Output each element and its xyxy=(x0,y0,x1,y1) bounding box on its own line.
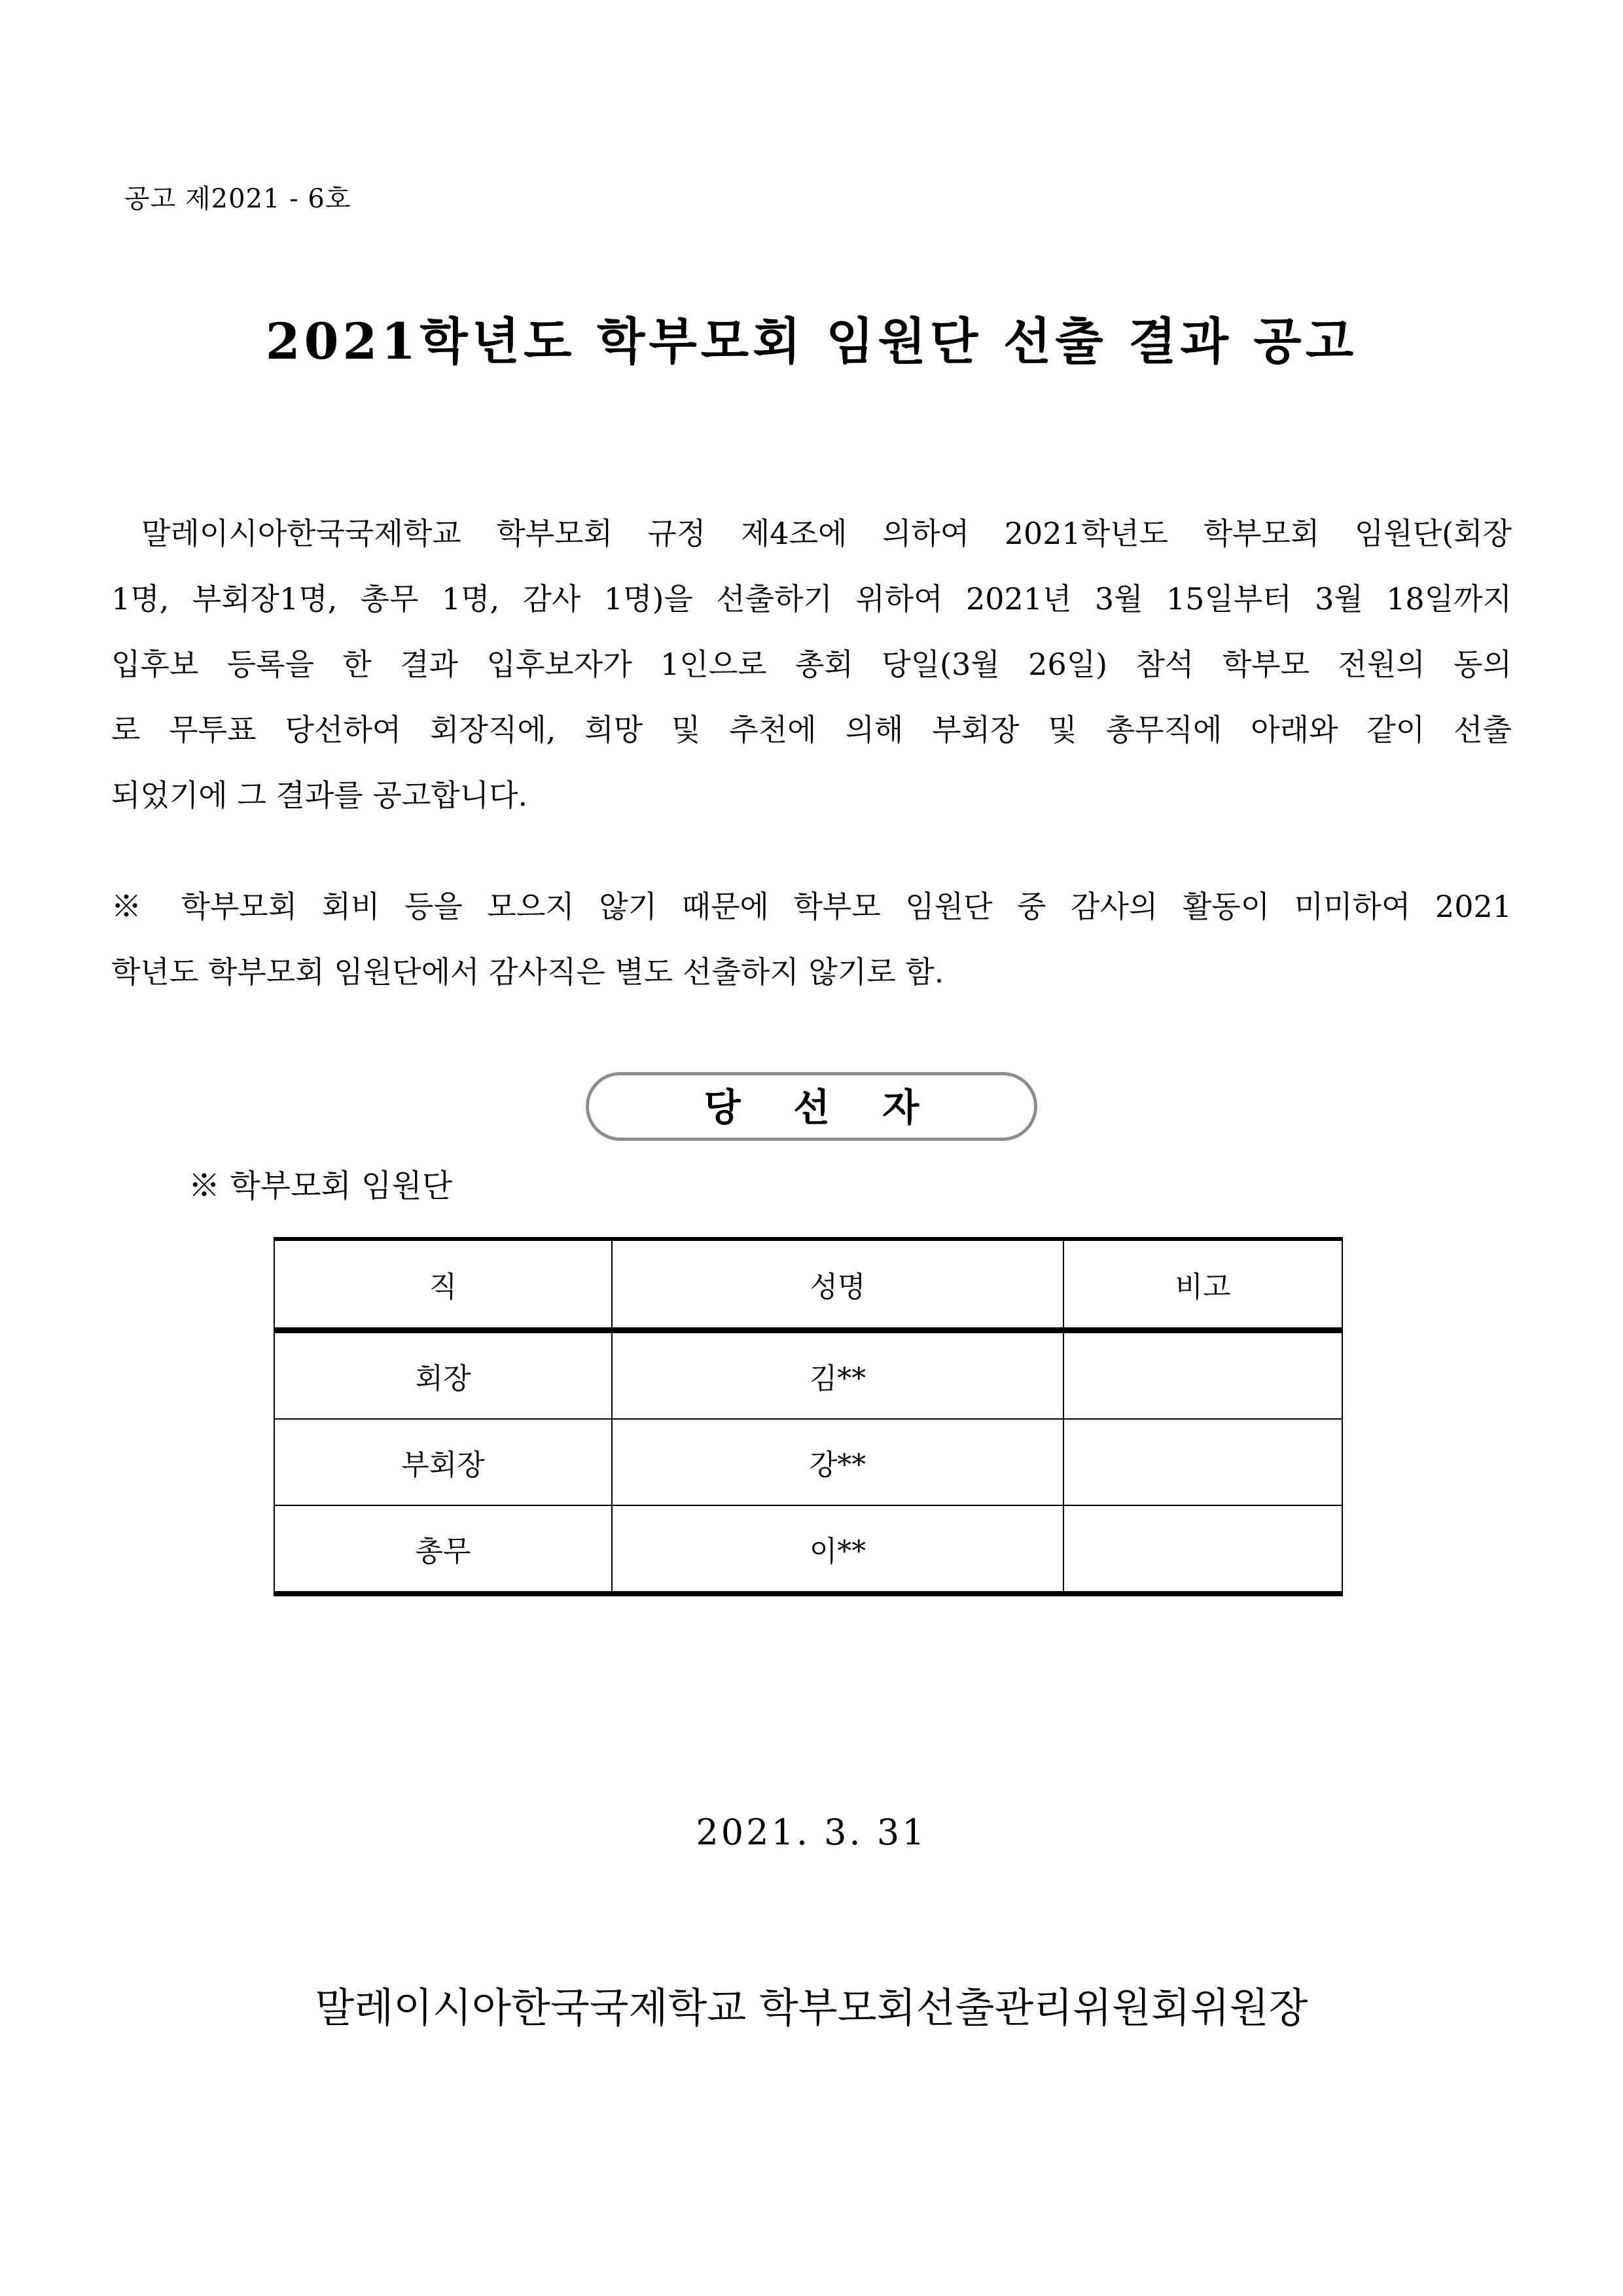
table-row xyxy=(274,1505,1342,1594)
document-date: 2021. 3. 31 xyxy=(696,1812,927,1853)
body-line: 입후보 등록을 한 결과 입후보자가 1인으로 총회 당일(3월 26일) 참석 학부모 전원의 동의 xyxy=(111,647,1512,682)
winner-badge-container xyxy=(0,1072,1623,1141)
body-paragraph xyxy=(111,501,1512,828)
cell-position: 총무 xyxy=(274,1505,612,1594)
cell-name: 김** xyxy=(612,1331,1063,1420)
body-line: 말레이시아한국국제학교 학부모회 규정 제4조에 의하여 2021학년도 학부모회 임원단(회장 xyxy=(141,516,1512,551)
note-paragraph xyxy=(111,874,1512,1005)
page-title: 2021학년도 학부모회 임원단 선출 결과 공고 xyxy=(265,312,1358,370)
document-signature: 말레이시아한국국제학교 학부모회선출관리위원회위원장 xyxy=(315,1984,1308,2032)
column-header-position: 직 xyxy=(274,1239,612,1331)
body-line: 1명, 부회장1명, 총무 1명, 감사 1명)을 선출하기 위하여 2021년 3월 15일부터 3월 18일까지 xyxy=(111,581,1512,617)
cell-note xyxy=(1063,1419,1342,1505)
cell-name: 이** xyxy=(612,1505,1063,1594)
body-line: 로 무투표 당선하여 회장직에, 희망 및 추천에 의해 부회장 및 총무직에 아래와 같이 선출 xyxy=(111,712,1512,747)
note-line: 학년도 학부모회 임원단에서 감사직은 별도 선출하지 않기로 함. xyxy=(111,954,944,990)
winner-badge: 당 선 자 xyxy=(586,1072,1037,1141)
cell-position: 부회장 xyxy=(274,1419,612,1505)
column-header-note: 비고 xyxy=(1063,1239,1342,1331)
cell-note xyxy=(1063,1331,1342,1420)
body-line: 되었기에 그 결과를 공고합니다. xyxy=(111,778,528,813)
cell-note xyxy=(1063,1505,1342,1594)
cell-position: 회장 xyxy=(274,1331,612,1420)
officers-table-container xyxy=(274,1237,1342,1596)
column-header-name: 성명 xyxy=(612,1239,1063,1331)
table-header-row xyxy=(274,1239,1342,1331)
table-caption: ※ 학부모회 임원단 xyxy=(188,1168,453,1204)
table-row xyxy=(274,1419,1342,1505)
note-line: ※ 학부모회 회비 등을 모으지 않기 때문에 학부모 임원단 중 감사의 활동이 미미하여 2021 xyxy=(111,889,1512,924)
table-row xyxy=(274,1331,1342,1420)
officers-table xyxy=(274,1237,1343,1596)
document-number: 공고 제2021 - 6호 xyxy=(124,184,351,214)
cell-name: 강** xyxy=(612,1419,1063,1505)
